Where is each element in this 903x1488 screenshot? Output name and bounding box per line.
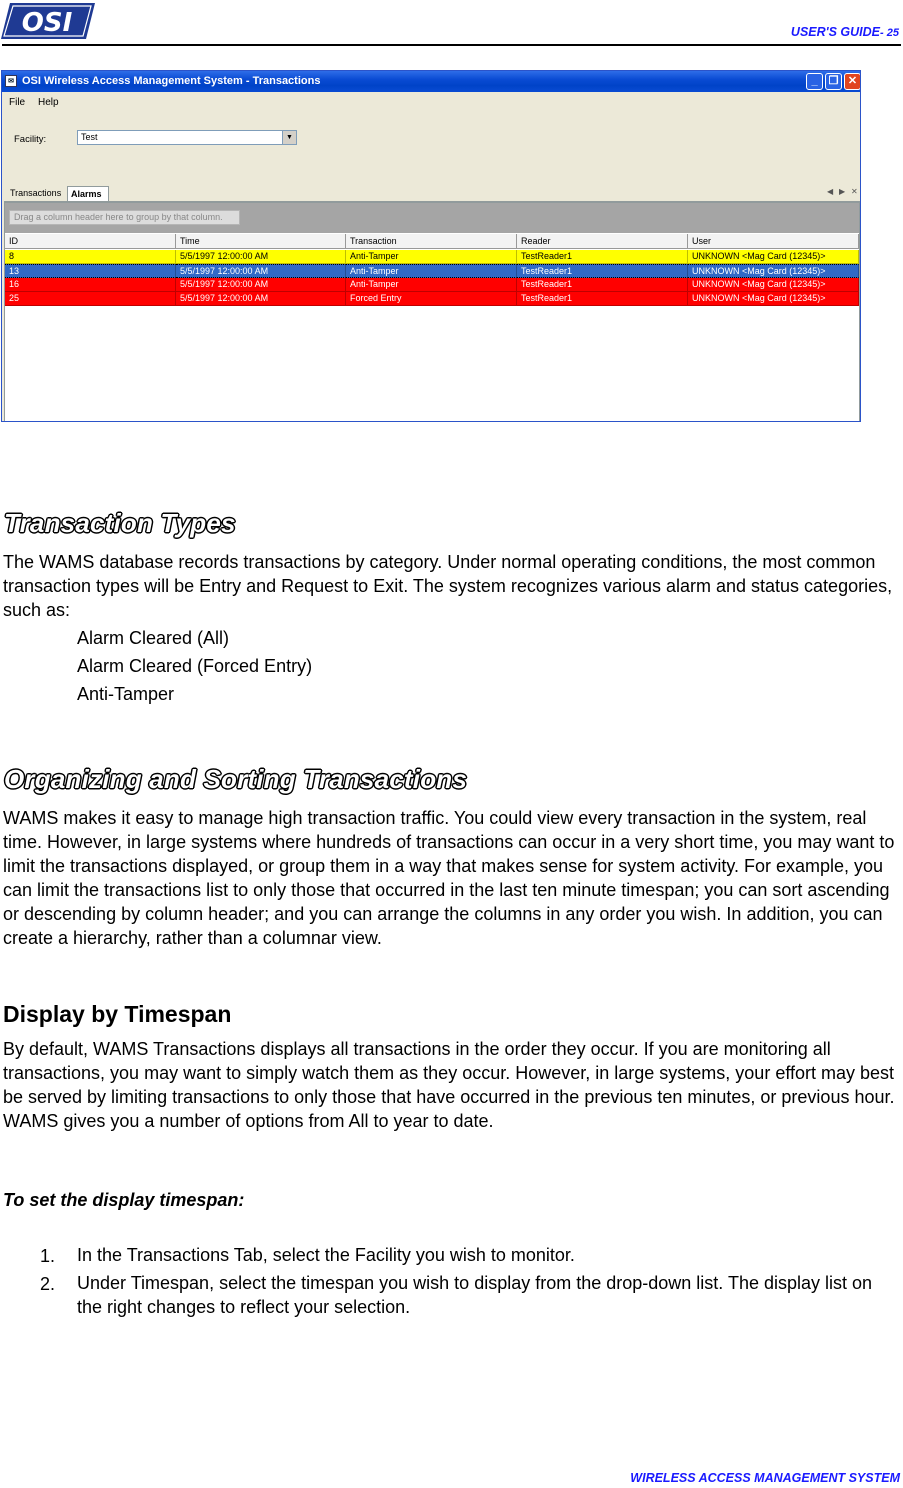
window-title: OSI Wireless Access Management System - Transactions: [22, 75, 321, 87]
window-titlebar[interactable]: [2, 71, 860, 92]
column-header-transaction[interactable]: Transaction: [346, 234, 517, 249]
table-row[interactable]: [5, 264, 859, 278]
cell-reader: TestReader1: [517, 250, 688, 264]
column-header-time[interactable]: Time: [176, 234, 346, 249]
cell-id: 16: [5, 278, 176, 292]
cell-time: 5/5/1997 12:00:00 AM: [176, 250, 346, 264]
cell-reader: TestReader1: [517, 264, 688, 278]
cell-transaction: Forced Entry: [346, 292, 517, 306]
tab-strip: [4, 185, 860, 202]
timespan-paragraph: By default, WAMS Transactions displays all transactions in the order they occur. If you are monitoring all transactions, you may want to simply watch them as they occur. However, in large systems, your effort may best be served by limiting transactions to only those that have occurred in the previous ten minutes, or previous hour. WAMS gives you a number of options from All to year to date.: [3, 1039, 895, 1131]
header-rule: [2, 44, 901, 46]
list-item: Alarm Cleared (Forced Entry): [77, 656, 313, 676]
facility-value: Test: [81, 132, 98, 142]
svg-text:OSI: OSI: [21, 8, 73, 38]
cell-id: 8: [5, 250, 176, 264]
minimize-button[interactable]: _: [806, 73, 823, 90]
cell-user: UNKNOWN <Mag Card (12345)>: [688, 250, 859, 264]
tab-scroll-right-icon[interactable]: ▶: [839, 187, 846, 196]
osi-logo: [0, 2, 95, 40]
cell-user: UNKNOWN <Mag Card (12345)>: [688, 264, 859, 278]
table-row[interactable]: [5, 292, 859, 306]
group-hint: Drag a column header here to group by that column.: [9, 210, 240, 225]
tab-scroll-left-icon[interactable]: ◀: [827, 187, 834, 196]
step-text: Under Timespan, select the timespan you wish to display from the drop-down list. The display list on the right changes to reflect your selection.: [77, 1273, 873, 1317]
cell-transaction: Anti-Tamper: [346, 264, 517, 278]
footer-label: WIRELESS ACCESS MANAGEMENT SYSTEM: [630, 1471, 900, 1485]
step-number: 1.: [40, 1246, 56, 1266]
group-by-bar[interactable]: [5, 203, 859, 233]
heading-display-by-timespan: Display by Timespan: [3, 1001, 232, 1027]
list-item: Alarm Cleared (All): [77, 628, 230, 648]
close-button[interactable]: ✕: [844, 73, 861, 90]
cell-reader: TestReader1: [517, 292, 688, 306]
heading-transaction-types: Transaction Types: [4, 508, 236, 538]
menu-file[interactable]: File: [9, 97, 26, 108]
list-item: Anti-Tamper: [77, 684, 175, 704]
app-icon: ✉: [5, 75, 17, 87]
organizing-paragraph: WAMS makes it easy to manage high transaction traffic. You could view every transaction in the system, real time. However, in large systems where hundreds of transactions can occur in a very short time, you may want to limit the transactions displayed, or group them in a way that makes sense for system activity. For example, you can limit the transactions list to only those that occurred in the last ten minute timespan; you can sort ascending or descending by column header; and you can arrange the columns in any order you wish. In addition, you can create a hierarchy, rather than a columnar view.: [3, 808, 895, 948]
column-header-reader[interactable]: Reader: [517, 234, 688, 249]
step-text: In the Transactions Tab, select the Facility you wish to monitor.: [77, 1245, 575, 1265]
column-header-user[interactable]: User: [688, 234, 859, 249]
restore-button[interactable]: ❐: [825, 73, 842, 90]
menubar: [2, 93, 860, 111]
table-row[interactable]: [5, 250, 859, 264]
table-row[interactable]: [5, 278, 859, 292]
chevron-down-icon[interactable]: ▼: [282, 131, 296, 144]
procedure-title: To set the display timespan:: [3, 1190, 245, 1210]
facility-select[interactable]: [77, 130, 297, 145]
menu-help[interactable]: Help: [38, 97, 59, 108]
cell-reader: TestReader1: [517, 278, 688, 292]
guide-label: [791, 25, 899, 39]
cell-time: 5/5/1997 12:00:00 AM: [176, 278, 346, 292]
guide-title: USER'S GUIDE: [790, 25, 881, 39]
tab-close-icon[interactable]: ✕: [851, 187, 858, 196]
cell-time: 5/5/1997 12:00:00 AM: [176, 264, 346, 278]
facility-label: Facility:: [14, 134, 47, 145]
tab-transactions[interactable]: Transactions: [10, 188, 62, 198]
tab-alarms[interactable]: Alarms: [67, 186, 109, 201]
transaction-types-paragraph: The WAMS database records transactions by category. Under normal operating conditions, the most common transaction types will be Entry and Request to Exit. The system recognizes various alarm and status categories, such as:: [3, 552, 893, 620]
transactions-window: [1, 70, 861, 422]
step-number: 2.: [40, 1274, 56, 1294]
cell-transaction: Anti-Tamper: [346, 278, 517, 292]
alarms-grid: [4, 202, 860, 422]
cell-id: 25: [5, 292, 176, 306]
page-number: - 25: [880, 27, 899, 39]
cell-transaction: Anti-Tamper: [346, 250, 517, 264]
cell-time: 5/5/1997 12:00:00 AM: [176, 292, 346, 306]
cell-user: UNKNOWN <Mag Card (12345)>: [688, 292, 859, 306]
heading-organizing: Organizing and Sorting Transactions: [4, 764, 468, 794]
cell-id: 13: [5, 264, 176, 278]
cell-user: UNKNOWN <Mag Card (12345)>: [688, 278, 859, 292]
column-header-id[interactable]: ID: [5, 234, 176, 249]
